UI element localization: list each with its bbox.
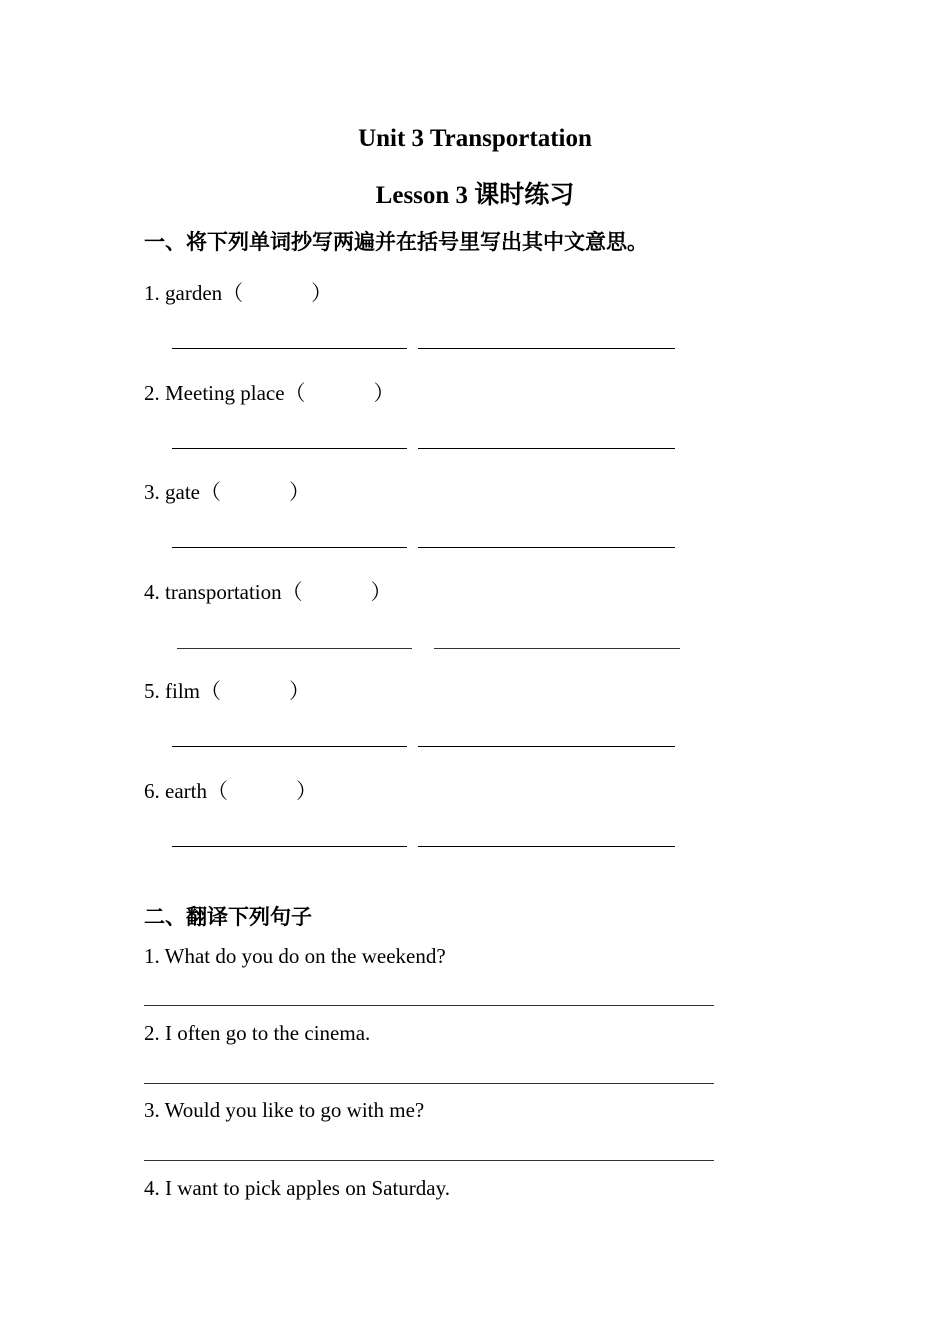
word-label: 5. film（ [144, 679, 221, 703]
copy-line-5b[interactable] [418, 746, 675, 747]
word-item-garden [144, 277, 332, 307]
word-label: 2. Meeting place（ [144, 381, 306, 405]
word-item-gate [144, 476, 310, 506]
word-close-paren: ） [373, 381, 395, 405]
word-close-paren: ） [289, 679, 310, 703]
sentence-item-4: 4. I want to pick apples on Saturday. [144, 1176, 450, 1200]
word-item-earth [144, 775, 317, 805]
sentence-item-2: 2. I often go to the cinema. [144, 1021, 371, 1045]
word-item-meeting-place [144, 377, 395, 407]
sentence-item-1: 1. What do you do on the weekend? [144, 944, 446, 968]
copy-line-4b[interactable] [434, 648, 680, 649]
word-close-paren: ） [370, 580, 392, 604]
word-item-film [144, 675, 310, 705]
copy-line-6a[interactable] [172, 846, 407, 847]
copy-line-6b[interactable] [418, 846, 675, 847]
word-label: 1. garden（ [144, 281, 244, 305]
section1-heading: 一、将下列单词抄写两遍并在括号里写出其中文意思。 [144, 230, 648, 254]
copy-line-1b[interactable] [418, 348, 675, 349]
page-title: Unit 3 Transportation [358, 125, 592, 152]
copy-line-1a[interactable] [172, 348, 407, 349]
copy-line-4a[interactable] [177, 648, 412, 649]
word-label: 3. gate（ [144, 480, 221, 504]
copy-line-5a[interactable] [172, 746, 407, 747]
page-subtitle: Lesson 3 课时练习 [375, 182, 575, 209]
sentence-item-3: 3. Would you like to go with me? [144, 1098, 425, 1122]
copy-line-2b[interactable] [418, 448, 675, 449]
word-close-paren: ） [288, 480, 310, 504]
translation-line-1[interactable] [144, 1005, 714, 1006]
word-close-paren: ） [295, 779, 317, 803]
word-label: 4. transportation（ [144, 580, 303, 604]
word-label: 6. earth（ [144, 779, 228, 803]
section2-heading: 二、翻译下列句子 [144, 905, 312, 929]
copy-line-2a[interactable] [172, 448, 407, 449]
translation-line-2[interactable] [144, 1083, 714, 1084]
translation-line-3[interactable] [144, 1160, 714, 1161]
word-item-transportation [144, 576, 392, 606]
copy-line-3b[interactable] [418, 547, 675, 548]
copy-line-3a[interactable] [172, 547, 407, 548]
word-close-paren: ） [311, 281, 333, 305]
